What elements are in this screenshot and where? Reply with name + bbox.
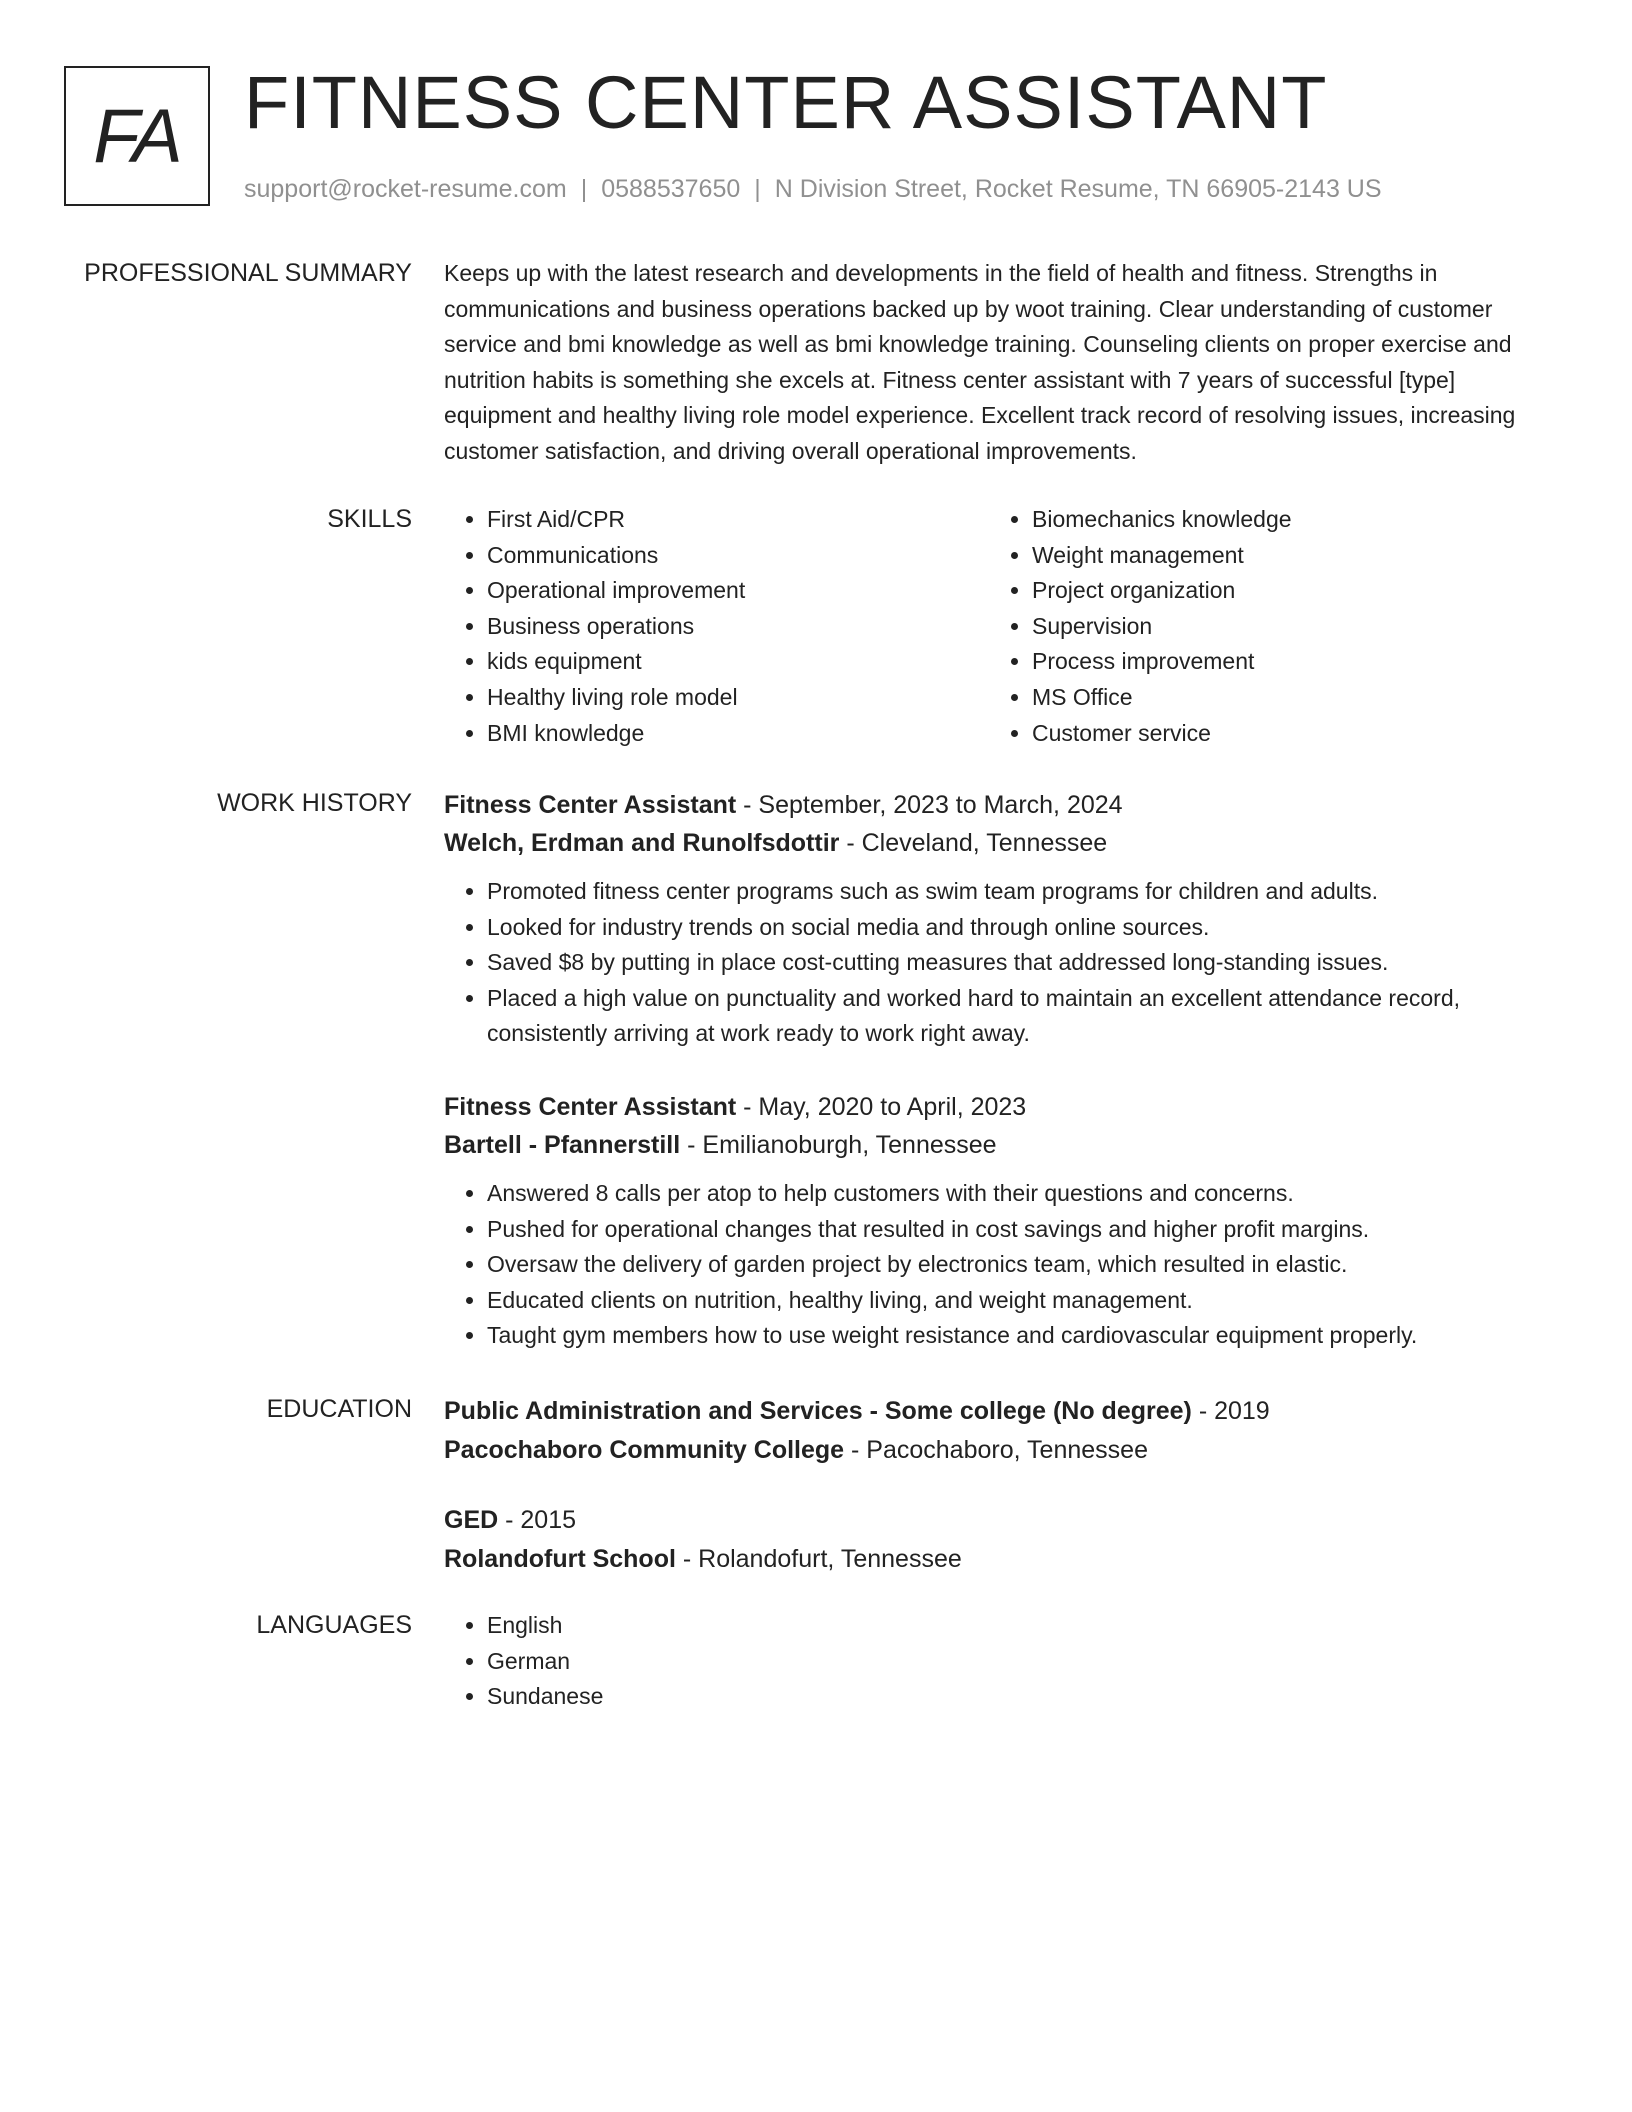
skill-item: • Project organization: [1032, 573, 1534, 609]
job-title: Fitness Center Assistant: [444, 791, 737, 819]
skill-item: • Customer service: [1032, 716, 1534, 752]
skill-item: • kids equipment: [487, 644, 989, 680]
skill-item: • Process improvement: [1032, 644, 1534, 680]
job-bullet: • Looked for industry trends on social media and through online sources.: [487, 910, 1564, 946]
skill-item: • Biomechanics knowledge: [1032, 502, 1534, 538]
skills-label: SKILLS: [327, 505, 412, 533]
summary-label: PROFESSIONAL SUMMARY: [84, 259, 412, 287]
job-entry: [444, 1088, 1564, 1354]
job-dates: - September, 2023 to March, 2024: [736, 791, 1123, 819]
education-location: - Rolandofurt, Tennessee: [675, 1545, 962, 1573]
job-dates: - May, 2020 to April, 2023: [736, 1092, 1027, 1121]
job-bullets: [444, 1176, 1564, 1354]
job-company-line: [444, 1126, 1564, 1164]
education-school-line: [444, 1431, 1564, 1470]
education-entry: [444, 1392, 1564, 1470]
education-school: Pacochaboro Community College: [444, 1436, 845, 1464]
skills-list-right: [989, 502, 1534, 751]
languages-label: LANGUAGES: [256, 1611, 412, 1639]
monogram-logo: FA: [64, 66, 210, 206]
job-bullet: • Oversaw the delivery of garden project by electronics team, which resulted in elastic.: [487, 1247, 1564, 1283]
job-bullet: • Educated clients on nutrition, healthy living, and weight management.: [487, 1283, 1564, 1319]
job-location: - Cleveland, Tennessee: [839, 829, 1108, 857]
skills-list-left: [444, 502, 989, 751]
resume-title: FITNESS CENTER ASSISTANT: [244, 61, 1328, 144]
language-item: • English: [487, 1608, 1564, 1644]
work-history-label: WORK HISTORY: [217, 789, 412, 817]
language-item: • Sundanese: [487, 1679, 1564, 1715]
job-bullets: [444, 874, 1564, 1052]
language-item: • German: [487, 1644, 1564, 1680]
skill-item: • Weight management: [1032, 538, 1534, 574]
contact-address: N Division Street, Rocket Resume, TN 66905-2143 US: [774, 175, 1382, 203]
education-degree-line: [444, 1392, 1564, 1431]
contact-separator: |: [754, 175, 761, 203]
job-bullet: • Promoted fitness center programs such as swim team programs for children and adults.: [487, 874, 1564, 910]
education-location: - Pacochaboro, Tennessee: [844, 1436, 1148, 1464]
contact-email: support@rocket-resume.com: [244, 175, 567, 203]
contact-phone: 0588537650: [601, 175, 741, 203]
education-year: - 2015: [498, 1506, 577, 1534]
job-bullet: • Saved $8 by putting in place cost-cutting measures that addressed long-standing issues.: [487, 945, 1564, 981]
skill-item: • Operational improvement: [487, 573, 989, 609]
skill-item: • Business operations: [487, 609, 989, 645]
education-year: - 2019: [1191, 1397, 1270, 1425]
summary-text: Keeps up with the latest research and developments in the field of health and fitness. Strengths in communications and business operations backed up by woot training. Clear understanding of customer service and bmi knowledge as well as bmi knowledge training. Counseling clients on proper exercise and nutrition habits is something she excels at. Fitness center assistant with 7 years of successful [type] equipment and healthy living role model experience. Excellent track record of resolving issues, increasing customer satisfaction, and driving overall operational improvements.: [444, 260, 1516, 464]
education-degree-line: [444, 1501, 1564, 1540]
contact-line: [244, 172, 1382, 206]
job-bullet: • Answered 8 calls per atop to help customers with their questions and concerns.: [487, 1176, 1564, 1212]
education-entry: [444, 1501, 1564, 1579]
job-location: - Emilianoburgh, Tennessee: [680, 1130, 997, 1159]
education-label: EDUCATION: [266, 1395, 412, 1423]
languages-list: [444, 1608, 1564, 1715]
job-bullet: • Pushed for operational changes that resulted in cost savings and higher profit margins.: [487, 1212, 1564, 1248]
job-company: Bartell - Pfannerstill: [444, 1130, 681, 1159]
skill-item: • First Aid/CPR: [487, 502, 989, 538]
contact-separator: |: [580, 175, 588, 203]
job-bullet: • Taught gym members how to use weight resistance and cardiovascular equipment properly.: [487, 1318, 1564, 1354]
education-degree: GED: [444, 1506, 499, 1534]
job-company: Welch, Erdman and Runolfsdottir: [444, 829, 840, 857]
skill-item: • Supervision: [1032, 609, 1534, 645]
skill-item: • Healthy living role model: [487, 680, 989, 716]
job-bullet: • Placed a high value on punctuality and worked hard to maintain an excellent attendance record, consistently arriving at work ready to work right away.: [487, 981, 1564, 1052]
education-degree: Public Administration and Services - Some college (No degree): [444, 1397, 1192, 1425]
job-entry: [444, 786, 1564, 1052]
education-school: Rolandofurt School: [444, 1545, 676, 1573]
job-title-line: [444, 1088, 1564, 1126]
skill-item: • MS Office: [1032, 680, 1534, 716]
skill-item: • BMI knowledge: [487, 716, 989, 752]
skill-item: • Communications: [487, 538, 989, 574]
job-company-line: [444, 824, 1564, 862]
education-school-line: [444, 1540, 1564, 1579]
job-title: Fitness Center Assistant: [444, 1092, 737, 1121]
job-title-line: [444, 786, 1564, 824]
